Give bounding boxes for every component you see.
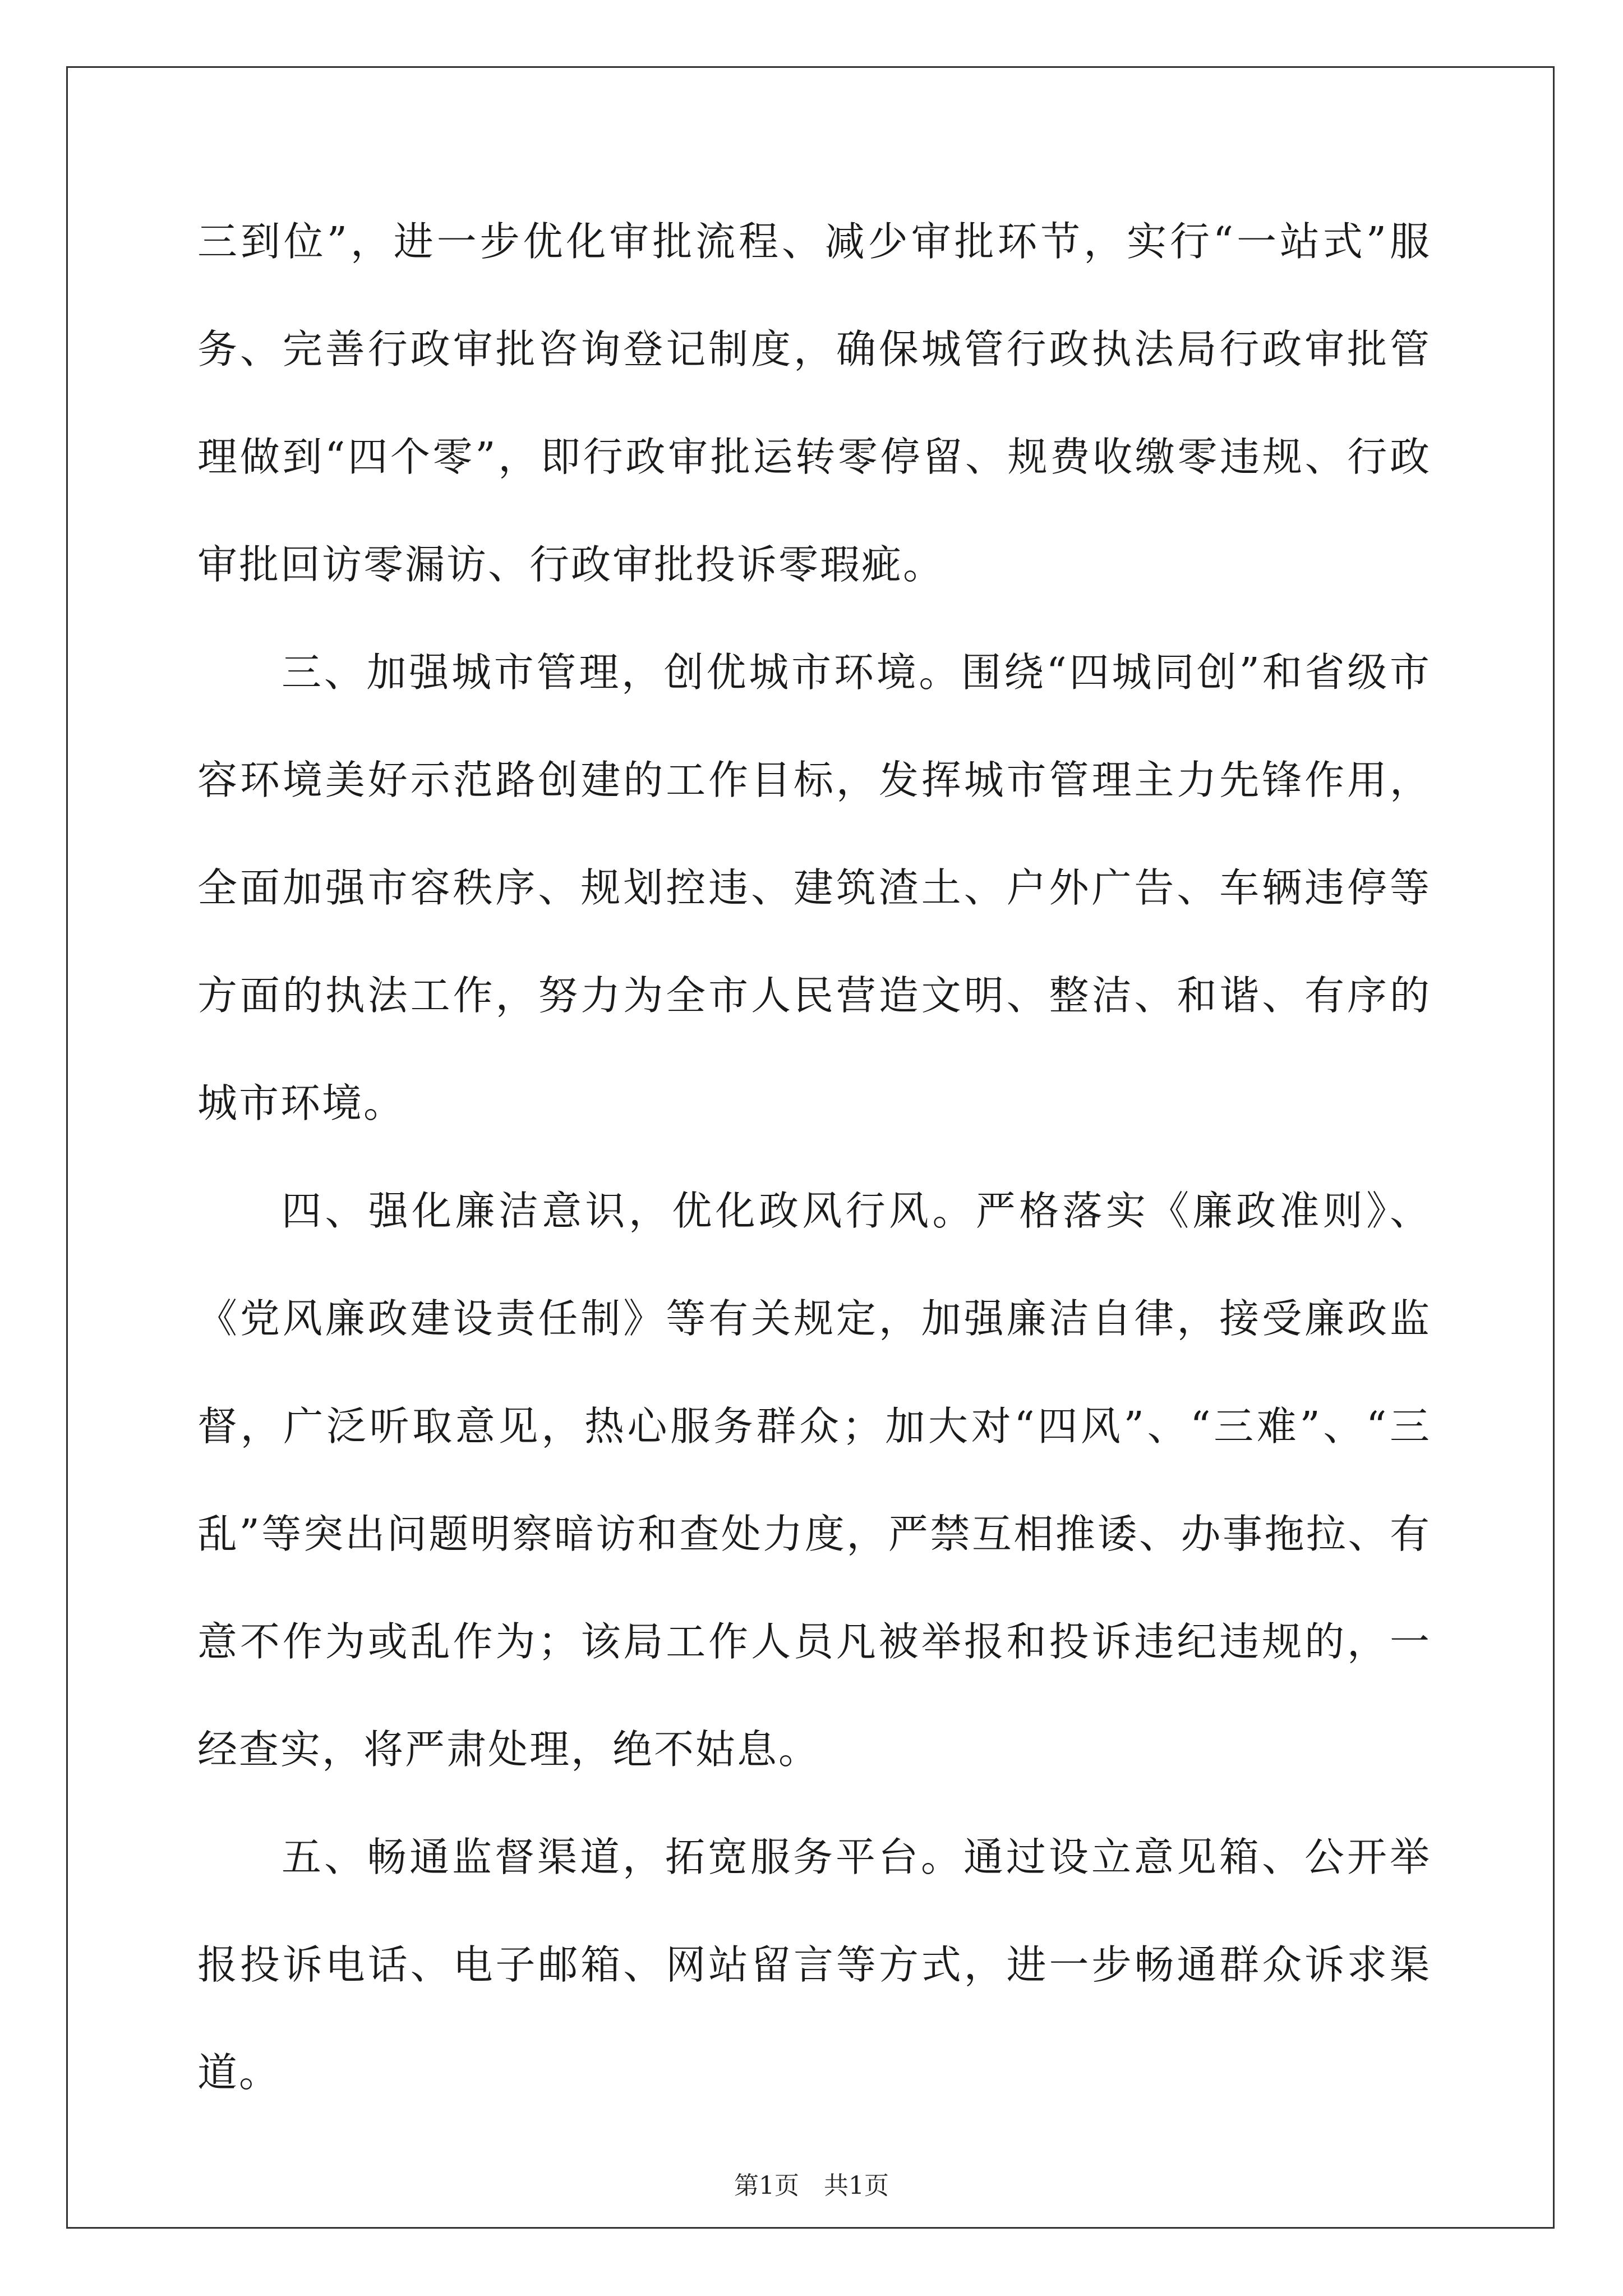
page-footer bbox=[0, 2165, 1623, 2201]
paragraph-section-3: 三、加强城市管理，创优城市环境。围绕“四城同创”和省级市容环境美好示范路创建的工作目标，发挥城市管理主力先锋作用，全面加强市容秩序、规划控违、建筑渣土、户外广告、车辆违停等方面的执法工作，努力为全市人民营造文明、整洁、和谐、有序的城市环境。 bbox=[197, 649, 1431, 1126]
paragraph-section-4: 四、强化廉洁意识，优化政风行风。严格落实《廉政准则》、《党风廉政建设责任制》等有关规定，加强廉洁自律，接受廉政监督，广泛听取意见，热心服务群众；加大对“四风”、“三难”、“三乱”等突出问题明察暗访和查处力度，严禁互相推诿、办事拖拉、有意不作为或乱作为；该局工作人员凡被举报和投诉违纪违规的，一经查实，将严肃处理，绝不姑息。 bbox=[197, 1188, 1431, 1773]
document-body bbox=[197, 188, 1431, 2127]
paragraph-continuation: 三到位”，进一步优化审批流程、减少审批环节，实行“一站式”服务、完善行政审批咨询登记制度，确保城管行政执法局行政审批管理做到“四个零”，即行政审批运转零停留、规费收缴零违规、行政审批回访零漏访、行政审批投诉零瑕疵。 bbox=[197, 218, 1431, 588]
total-pages: 共1页 bbox=[824, 2171, 889, 2200]
paragraph-section-5: 五、畅通监督渠道，拓宽服务平台。通过设立意见箱、公开举报投诉电话、电子邮箱、网站留言等方式，进一步畅通群众诉求渠道。 bbox=[197, 1834, 1431, 2096]
page-number: 第1页 bbox=[734, 2171, 799, 2200]
